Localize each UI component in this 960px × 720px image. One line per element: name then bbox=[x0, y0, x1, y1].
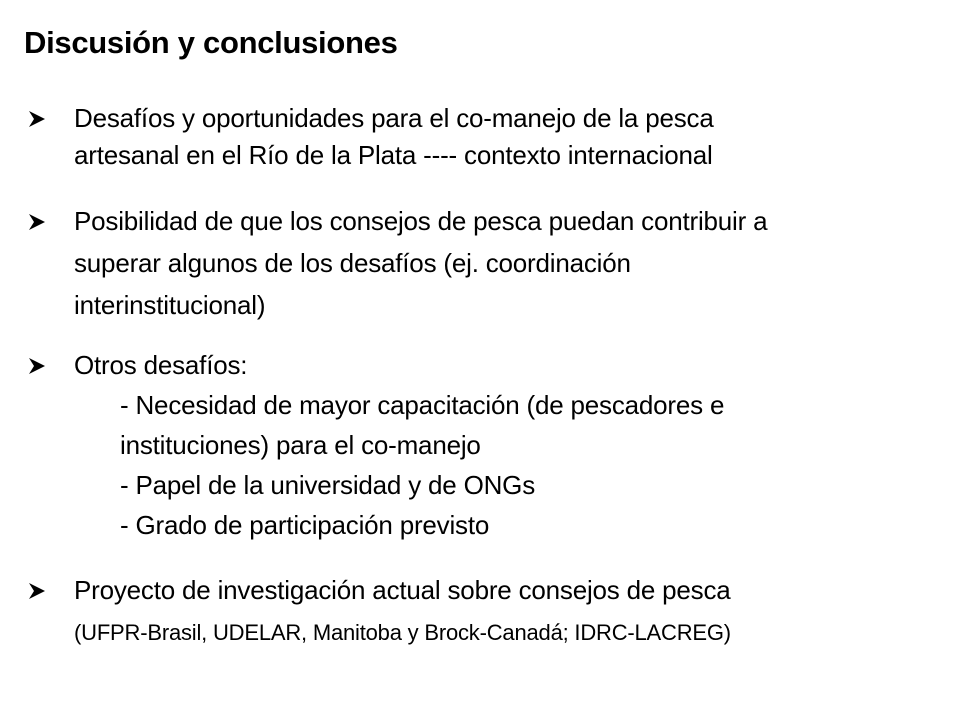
bullet-text-line: Posibilidad de que los consejos de pesca puedan contribuir a bbox=[74, 206, 768, 236]
bullet-note: (UFPR-Brasil, UDELAR, Manitoba y Brock-Canadá; IDRC-LACREG) bbox=[74, 620, 731, 645]
bullet-text-line: superar algunos de los desafíos (ej. coordinación bbox=[74, 248, 631, 278]
sub-item-line: - Necesidad de mayor capacitación (de pescadores e bbox=[120, 390, 725, 420]
sub-item-line: instituciones) para el co-manejo bbox=[120, 430, 481, 460]
arrow-bullet-icon bbox=[28, 110, 46, 128]
bullet-text-line: Proyecto de investigación actual sobre consejos de pesca bbox=[74, 575, 731, 605]
arrow-bullet-icon bbox=[28, 582, 46, 600]
slide-title: Discusión y conclusiones bbox=[24, 25, 398, 60]
sub-item-line: - Papel de la universidad y de ONGs bbox=[120, 470, 535, 500]
bullet-text-line: artesanal en el Río de la Plata ---- contexto internacional bbox=[74, 140, 713, 170]
arrow-bullet-icon bbox=[28, 213, 46, 231]
bullet-text-line: interinstitucional) bbox=[74, 290, 266, 320]
arrow-bullet-icon bbox=[28, 357, 46, 375]
bullet-text-line: Desafíos y oportunidades para el co-manejo de la pesca bbox=[74, 103, 714, 133]
bullet-text-line: Otros desafíos: bbox=[74, 350, 248, 380]
sub-item-line: - Grado de participación previsto bbox=[120, 510, 490, 540]
